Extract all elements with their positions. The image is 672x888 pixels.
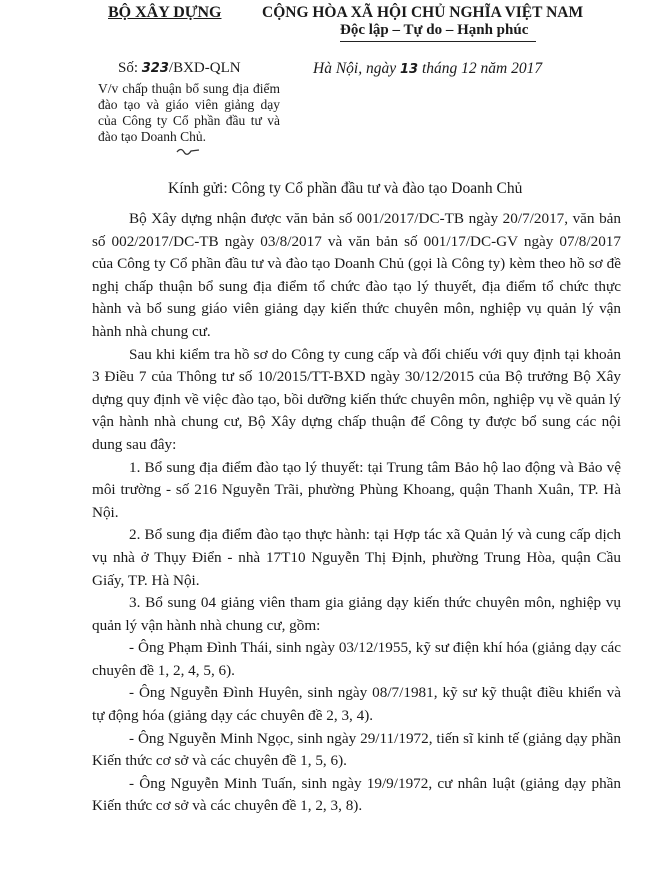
body-paragraph: 2. Bổ sung địa điểm đào tạo thực hành: tại Hợp tác xã Quản lý và cung cấp dịch vụ nhà ở Thụy Điển - nhà 17T10 Nguyễn Thị Định, phường Trung Hòa, quận Cầu Giấy, TP. Hà Nội. bbox=[92, 526, 621, 589]
motto-underline bbox=[340, 41, 536, 42]
body-paragraph: Sau khi kiểm tra hồ sơ do Công ty cung cấp và đối chiếu với quy định tại khoản 3 Điều 7 của Thông tư số 10/2015/TT-BXD ngày 30/12/2015 của Bộ trưởng Bộ Xây dựng quy định về việc đào tạo, bồi dưỡng kiến thức chuyên môn, nghiệp vụ về quản lý vận hành nhà chung cư, Bộ Xây dựng chấp thuận để Công ty được bổ sung các nội dung sau đây: bbox=[92, 345, 621, 453]
date-prefix: Hà Nội, ngày bbox=[313, 60, 397, 77]
body-paragraph: - Ông Nguyễn Minh Tuấn, sinh ngày 19/9/1972, cư nhân luật (giảng dạy phần Kiến thức cơ sở và các chuyên đề 1, 2, 3, 8). bbox=[92, 774, 621, 815]
body-paragraph: Bộ Xây dựng nhận được văn bản số 001/2017/DC-TB ngày 20/7/2017, văn bản số 002/2017/DC-TB ngày 03/8/2017 và văn bản số 001/17/DC-GV ngày 07/8/2017 của Công ty Cổ phần đầu tư và đào tạo Doanh Chủ (gọi là Công ty) kèm theo hồ sơ đề nghị chấp thuận bổ sung địa điểm tổ chức đào tạo lý thuyết, địa điểm tổ chức thực hành và bổ sung giáo viên giảng dạy kiến thức chuyên môn, nghiệp vụ quản lý vận hành nhà chung cư. bbox=[92, 210, 621, 340]
date-suffix: tháng 12 năm 2017 bbox=[421, 60, 543, 77]
body-paragraph: - Ông Phạm Đình Thái, sinh ngày 03/12/1955, kỹ sư điện khí hóa (giảng dạy các chuyên đề 1, 2, 4, 5, 6). bbox=[92, 639, 621, 679]
body-paragraph: - Ông Nguyễn Đình Huyên, sinh ngày 08/7/1981, kỹ sư kỹ thuật điều khiển và tự động hóa (giảng dạy các chuyên đề 2, 3, 4). bbox=[92, 684, 621, 725]
issue-date bbox=[313, 60, 542, 78]
recipient-line: Kính gửi: Công ty Cổ phần đầu tư và đào tạo Doanh Chủ bbox=[168, 180, 523, 197]
doc-number-suffix: /BXD-QLN bbox=[168, 60, 241, 76]
national-title: CỘNG HÒA XÃ HỘI CHỦ NGHĨA VIỆT NAM bbox=[262, 4, 584, 21]
body-paragraph: 1. Bổ sung địa điểm đào tạo lý thuyết: tại Trung tâm Bảo hộ lao động và Bảo vệ môi trường - số 216 Nguyễn Trãi, phường Phùng Khoang, quận Thanh Xuân, TP. Hà Nội. bbox=[92, 458, 621, 521]
subject-line: V/v chấp thuận bổ sung địa điểm đào tạo và giáo viên giảng dạy của Công ty Cổ phần đầu tư và đào tạo Doanh Chủ. bbox=[98, 81, 280, 144]
document-number bbox=[118, 60, 241, 77]
doc-number-prefix: Số: bbox=[118, 60, 139, 76]
document-body bbox=[92, 208, 621, 818]
initial-mark-icon bbox=[176, 146, 200, 156]
date-day: 13 bbox=[399, 62, 419, 77]
national-motto: Độc lập – Tự do – Hạnh phúc bbox=[340, 22, 529, 38]
issuing-agency: BỘ XÂY DỰNG bbox=[108, 4, 222, 21]
body-paragraph: - Ông Nguyễn Minh Ngọc, sinh ngày 29/11/1972, tiến sĩ kinh tế (giảng dạy phần Kiến thức cơ sở và các chuyên đề 1, 5, 6). bbox=[92, 729, 621, 770]
doc-number-value: 323 bbox=[141, 61, 169, 76]
body-paragraph: 3. Bổ sung 04 giảng viên tham gia giảng dạy kiến thức chuyên môn, nghiệp vụ quản lý vận hành nhà chung cư, gồm: bbox=[92, 594, 621, 634]
